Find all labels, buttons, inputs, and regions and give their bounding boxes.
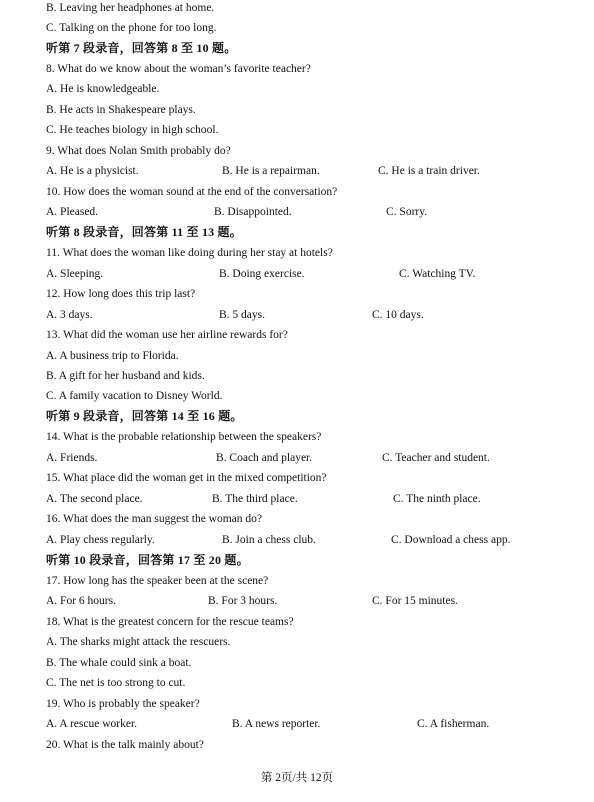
question-14: 14. What is the probable relationship between the speakers? (46, 431, 322, 443)
option-line: B. A gift for her husband and kids. (46, 370, 205, 382)
option-line: C. A family vacation to Disney World. (46, 390, 223, 402)
option-c: C. 10 days. (372, 309, 424, 321)
option-c: C. For 15 minutes. (372, 595, 458, 607)
option-b: B. For 3 hours. (208, 595, 278, 607)
option-line: B. He acts in Shakespeare plays. (46, 104, 196, 116)
question-17: 17. How long has the speaker been at the scene? (46, 575, 269, 587)
page-number: 第 2页/共 12页 (260, 772, 334, 784)
option-line: C. Talking on the phone for too long. (46, 22, 217, 34)
question-15: 15. What place did the woman get in the mixed competition? (46, 472, 327, 484)
question-19: 19. Who is probably the speaker? (46, 698, 200, 710)
option-a: A. Pleased. (46, 206, 99, 218)
option-a: A. Sleeping. (46, 268, 104, 280)
option-line: C. He teaches biology in high school. (46, 124, 219, 136)
option-b: B. The third place. (212, 493, 298, 505)
section-heading: 听第 8 段录音，回答第 11 至 13 题。 (46, 225, 242, 239)
option-line: C. The net is too strong to cut. (46, 677, 186, 689)
option-a: A. The second place. (46, 493, 143, 505)
option-c: C. A fisherman. (417, 718, 490, 730)
option-line: A. A business trip to Florida. (46, 350, 179, 362)
option-a: A. Play chess regularly. (46, 534, 155, 546)
option-line: B. Leaving her headphones at home. (46, 2, 215, 14)
option-a: A. 3 days. (46, 309, 93, 321)
option-line: A. The sharks might attack the rescuers. (46, 636, 231, 648)
option-line: A. He is knowledgeable. (46, 83, 160, 95)
option-b: B. 5 days. (219, 309, 265, 321)
question-10: 10. How does the woman sound at the end of the conversation? (46, 186, 338, 198)
option-a: A. Friends. (46, 452, 98, 464)
option-b: B. Disappointed. (214, 206, 292, 218)
option-c: C. Watching TV. (399, 268, 476, 280)
option-c: C. The ninth place. (393, 493, 481, 505)
option-b: B. A news reporter. (232, 718, 321, 730)
question-16: 16. What does the man suggest the woman do? (46, 513, 263, 525)
section-heading: 听第 7 段录音，回答第 8 至 10 题。 (46, 41, 237, 55)
question-8: 8. What do we know about the woman’s favorite teacher? (46, 63, 311, 75)
option-c: C. He is a train driver. (378, 165, 480, 177)
option-c: C. Teacher and student. (382, 452, 490, 464)
question-9: 9. What does Nolan Smith probably do? (46, 145, 231, 157)
option-c: C. Sorry. (386, 206, 428, 218)
question-12: 12. How long does this trip last? (46, 288, 196, 300)
question-18: 18. What is the greatest concern for the rescue teams? (46, 616, 294, 628)
option-a: A. For 6 hours. (46, 595, 116, 607)
option-b: B. He is a repairman. (222, 165, 320, 177)
option-a: A. A rescue worker. (46, 718, 138, 730)
section-heading: 听第 10 段录音，回答第 17 至 20 题。 (46, 553, 249, 567)
question-13: 13. What did the woman use her airline rewards for? (46, 329, 288, 341)
option-b: B. Join a chess club. (222, 534, 316, 546)
option-c: C. Download a chess app. (391, 534, 511, 546)
option-a: A. He is a physicist. (46, 165, 139, 177)
question-11: 11. What does the woman like doing during her stay at hotels? (46, 247, 333, 259)
question-20: 20. What is the talk mainly about? (46, 739, 204, 751)
section-heading: 听第 9 段录音，回答第 14 至 16 题。 (46, 409, 243, 423)
option-b: B. Doing exercise. (219, 268, 305, 280)
option-line: B. The whale could sink a boat. (46, 657, 192, 669)
option-b: B. Coach and player. (216, 452, 313, 464)
